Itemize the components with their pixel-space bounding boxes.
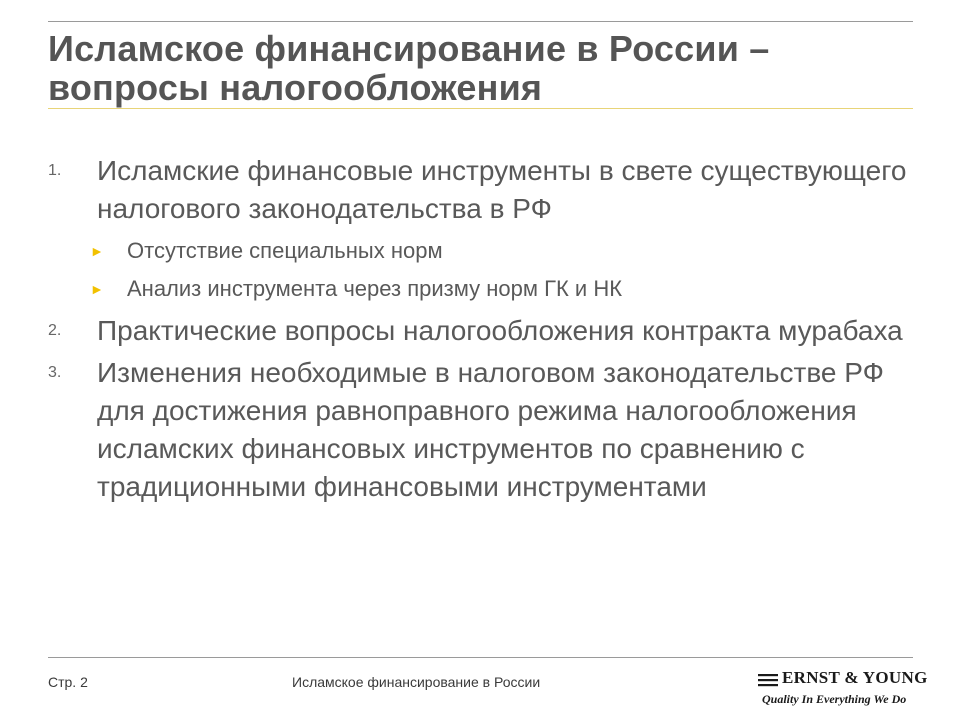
list-item-number: 2. (48, 322, 62, 339)
title-underline-rule (48, 108, 913, 109)
yellow-right-triangle-icon: ► (90, 243, 104, 259)
top-rule (48, 21, 913, 22)
yellow-right-triangle-icon: ► (90, 281, 104, 297)
list-item-1 (48, 152, 913, 228)
slide-content (48, 152, 913, 510)
logo-tagline: Quality In Everything We Do (762, 692, 907, 706)
slide-title-line-1: Исламское финансирование в России – (48, 28, 770, 69)
footer-page-number: Стр. 2 (48, 674, 88, 690)
list-item-2 (48, 312, 913, 350)
footer-rule (48, 657, 913, 658)
slide-title-line-2: вопросы налогообложения (48, 67, 543, 108)
list-item-3 (48, 354, 913, 506)
sub-list-item-text: Анализ инструмента через призму норм ГК и НК (127, 276, 623, 301)
list-item-text: Изменения необходимые в налоговом законодательстве РФ для достижения равноправного режима налогообложения исламских финансовых инструментов по сравнению с традиционными финансовыми инструментами (97, 357, 884, 502)
sub-list (48, 232, 913, 308)
logo-name: ERNST & YOUNG (782, 668, 928, 687)
list-item-text: Практические вопросы налогообложения контракта мурабаха (97, 315, 903, 346)
slide-title (48, 29, 913, 107)
list-item-number: 1. (48, 162, 62, 179)
list-item-text: Исламские финансовые инструменты в свете существующего налогового законодательства в РФ (97, 155, 907, 224)
list-item-number: 3. (48, 364, 62, 381)
ernst-young-mark-icon (758, 673, 780, 689)
sub-list-item-1 (48, 232, 913, 270)
ernst-young-logo (758, 668, 928, 712)
footer-title: Исламское финансирование в России (292, 674, 541, 690)
sub-list-item-text: Отсутствие специальных норм (127, 238, 443, 263)
sub-list-item-2 (48, 270, 913, 308)
